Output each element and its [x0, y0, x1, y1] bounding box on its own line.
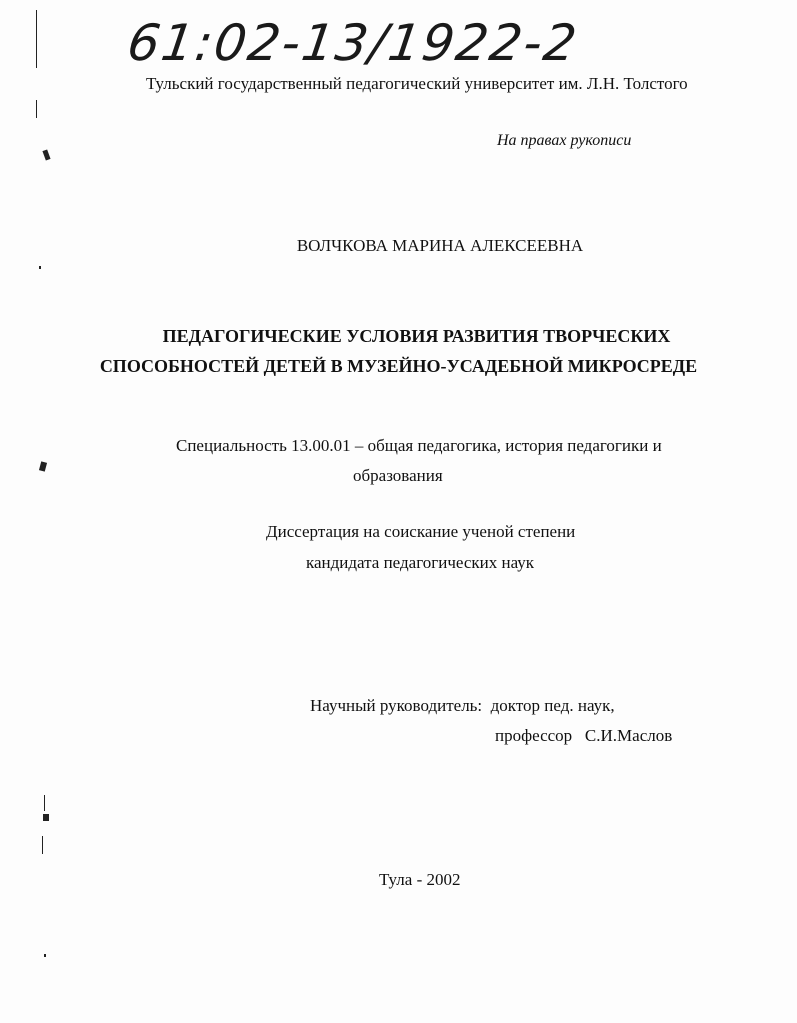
archive-number-handwritten: 61:02-13/1922-2	[123, 14, 582, 72]
specialty-line-2: образования	[353, 466, 443, 485]
scan-margin-mark	[39, 461, 47, 471]
scan-margin-mark	[39, 266, 41, 269]
scan-margin-mark	[43, 814, 49, 821]
specialty-line-1: Специальность 13.00.01 – общая педагогика, история педагогики и	[176, 436, 662, 455]
scan-margin-line	[44, 795, 45, 811]
degree-line-1: Диссертация на соискание ученой степени	[266, 522, 576, 541]
supervisor-line-2: профессор С.И.Маслов	[495, 726, 673, 745]
university-name: Тульский государственный педагогический университет им. Л.Н. Толстого	[146, 74, 688, 93]
scan-margin-line	[42, 836, 43, 854]
supervisor-line-1: Научный руководитель: доктор пед. наук,	[310, 696, 615, 715]
scan-margin-mark	[44, 954, 46, 957]
scan-margin-line	[36, 100, 37, 118]
author-name: ВОЛЧКОВА МАРИНА АЛЕКСЕЕВНА	[296, 236, 584, 255]
degree-line-2: кандидата педагогических наук	[306, 553, 535, 572]
dissertation-title-line-1: ПЕДАГОГИЧЕСКИЕ УСЛОВИЯ РАЗВИТИЯ ТВОРЧЕСКИХ	[162, 326, 671, 346]
manuscript-note: На правах рукописи	[497, 132, 632, 149]
dissertation-title-line-2: СПОСОБНОСТЕЙ ДЕТЕЙ В МУЗЕЙНО-УСАДЕБНОЙ МИКРОСРЕДЕ	[99, 356, 698, 376]
city-year: Тула - 2002	[379, 870, 461, 889]
scan-margin-line	[36, 10, 37, 68]
scan-margin-mark	[42, 149, 50, 160]
